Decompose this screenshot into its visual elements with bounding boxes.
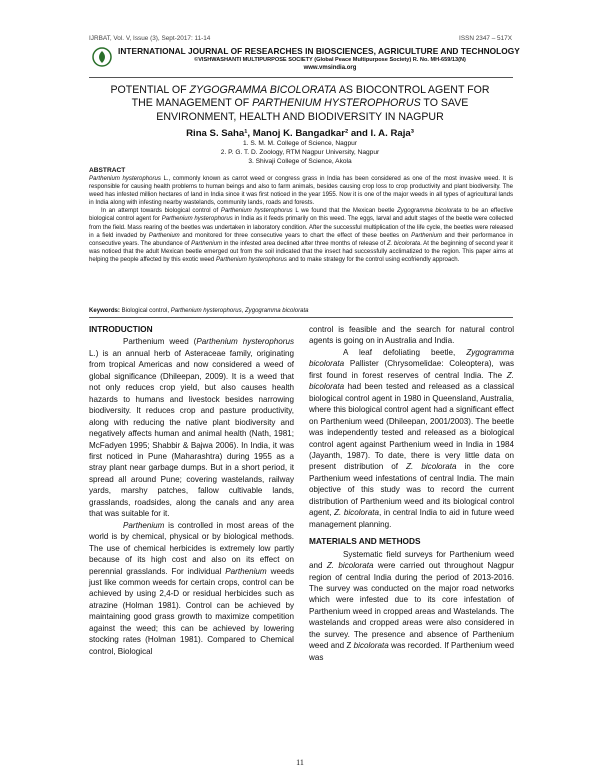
materials-methods-heading: MATERIALS AND METHODS <box>309 536 421 547</box>
affiliation-1: 1. S. M. M. College of Science, Nagpur <box>243 140 357 147</box>
paper-authors: Rina S. Saha¹, Manoj K. Bangadkar² and I. A. Raja³ <box>186 128 414 139</box>
intro-paragraph-3: A leaf defoliating beetle, Zygogramma bicolorata Pallister (Chrysomelidae: Coleoptera), was first found in forest reserves of central India. The Z. bicolorata had been tested and released as a classical biological control agent in 1980 in Queensland, Australia, where this biological control agent had a significant effect on Parthenium weed (Dhileepan, 2001/2003). The beetle was independently tested and released as a biological control agent against Parthenium weed in India in 1984 (Jayanth, 1987). To date, there is very little data on present distribution of Z. bicolorata in the core Parthenium weed infestations of central India. The main objective of this study was to record the current distribution of Parthenium weed and its biological control agent, Z. bicolorata, in central India to aid in future weed management planning. <box>309 347 514 529</box>
intro-continuation: control is feasible and the search for natural control agents is going on in Australia and India. <box>309 325 514 346</box>
abstract-paragraph-2: In an attempt towards biological control of Parthenium hysterophorus L we found that the Mexican beetle Zygogramma bicolorata to be an effective biological control agent for Parthenium hysterophorus in India as it feeds primarily on this weed. The eggs, larval and adult stages of the beetle were collected from the field. Mass rearing of the beetles was undertaken in laboratory condition. After the successful multiplication of the life cycle, the beetles were released in a field invaded by Parthenium and monitored for three consecutive years to chart the effect of these beetles on Parthenium and their performance in consecutive years. The abundance of Parthenium in the infested area declined after three months of release of Z. bicolorata. At the beginning of second year it was noticed that the adult Mexican beetle emerged out from the soil indicated that the insect had successfully acclimatized to the region. This paper aims at helping the people affected by this exotic weed Parthenium hysterophorus and to make strategy for the control using ecofriendly approach. <box>89 208 513 263</box>
abstract-body <box>89 175 513 264</box>
journal-name: INTERNATIONAL JOURNAL OF RESEARCHES IN BIOSCIENCES, AGRICULTURE AND TECHNOLOGY <box>118 46 520 56</box>
left-column <box>89 324 294 657</box>
intro-paragraph-1: Parthenium weed (Parthenium hysterophorus L.) is an annual herb of Asteraceae family, originating from tropical Americas and now considered a weed of global significance (Dhileepan, 2009). It is a weed that not only reduces crop yield, but also causes health hazards to humans and livestock besides narrowing biodiversity. It reduces crop and pasture productivity, along with reducing the native plant biodiversity and negatively affects human and animal health (Nath, 1981; McFadyen 1995; Shabbir & Bajwa 2006). In India, it was first noticed in Pune (Maharashtra) during 1955 as a stray plant near garbage dumps. But in a short period, it spread all around Pune; covering wastelands, railway yards, marshy patches, fallow cultivable lands, grasslands, roadsides, along the canals and any area that was suitable for it. <box>89 337 294 519</box>
abstract-rule <box>89 317 513 318</box>
intro-paragraph-2: Parthenium is controlled in most areas of the world is by chemical, physical or by biological methods. The use of chemical herbicides is extremely low partly because of its high cost and also on its effect on perennial grasslands. For individual Parthenium weeds just like common weeds for certain crops, control can be achieved by using 2,4-D or residual herbicides such as atrazine (Holman 1981). Control can be achieved by maintaining good grass growth to maximize competition against the weed; this can be achieved by lowering stocking rates (Holman 1981). Compared to Chemical control, Biological <box>89 520 294 656</box>
header-citation: IJRBAT, Vol. V, Issue (3), Sept-2017: 11-14 <box>89 35 211 42</box>
methods-paragraph-1: Systematic field surveys for Parthenium weed and Z. bicolorata were carried out throughout Nagpur region of central India during the period of 2013-2016. The survey was conducted on the major road networks which were infested due to its core infestation of Parthenium weed in cropped areas and Wastelands. The wastelands and cropped areas were also considered in the survey. The presence and absence of Parthenium weed and Z bicolorata was recorded. If Parthenium weed was <box>309 549 514 662</box>
header-rule <box>89 77 513 78</box>
journal-website[interactable]: www.vmsindia.org <box>303 65 357 71</box>
right-column <box>309 324 514 663</box>
paper-title: POTENTIAL OF ZYGOGRAMMA BICOLORATA AS BIOCONTROL AGENT FOR THE MANAGEMENT OF PARTHENIUM HYSTEROPHORUS TO SAVE ENVIRONMENT, HEALTH AND BIODIVERSITY IN NAGPUR <box>110 84 490 123</box>
introduction-heading: INTRODUCTION <box>89 324 153 334</box>
journal-logo-icon <box>92 47 112 67</box>
affiliation-3: 3. Shivaji College of Science, Akola <box>248 158 352 165</box>
header-issn: ISSN 2347 – 517X <box>459 35 512 42</box>
affiliation-2: 2. P. G. T. D. Zoology, RTM Nagpur University, Nagpur <box>220 149 380 156</box>
abstract-paragraph-1: Parthenium hysterophorus L., commonly known as carrot weed or congress grass in India has been considered as one of the most invasive weed. It is responsible for causing health problems to human beings and also to farm animals, besides causing crop loss to crop productivity and plant biodiversity. The weed has infested million hectares of land in India since it was first noticed in the year 1955. Now it is one of the major weeds in all types of agricultural lands in India along with infesting nearby wastelands, community lands, roads and forests. <box>89 176 514 207</box>
keywords: Keywords: Biological control, Parthenium hysterophorus, Zygogramma bicolorata <box>89 308 309 314</box>
journal-publisher: ©VISHWASHANTI MULTIPURPOSE SOCIETY (Global Peace Multipurpose Society) R. No. MH-659/13(N) <box>194 57 466 63</box>
abstract-heading: ABSTRACT <box>89 167 126 174</box>
page-number: 11 <box>296 758 304 767</box>
